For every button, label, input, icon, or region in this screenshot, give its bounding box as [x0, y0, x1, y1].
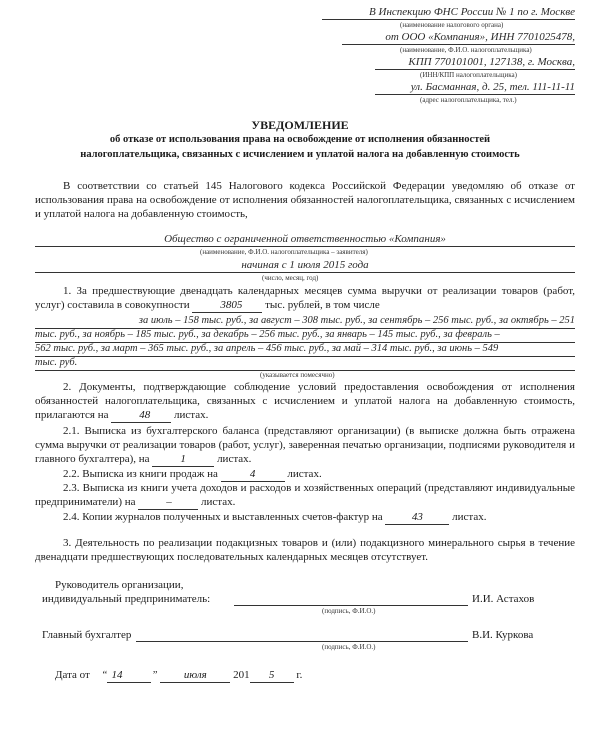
date-year-suffix: г. [296, 669, 303, 681]
excise-paragraph: 3. Деятельность по реализации подакцизных товаров и (или) подакцизного минерального сырья в течение двенадцати предшествующих последовательных календарных месяцев отсутствует. [35, 537, 575, 563]
organization-name-caption: (наименование, Ф.И.О. налогоплательщика – заявителя) [200, 248, 368, 256]
sales-book-paragraph [63, 467, 322, 482]
balance-extract-text: 2.1. Выписка из бухгалтерского баланса (представляют организации) (в выписке должна быть отражена сумма выручки от реализации товаров (работ, услуг), заверенная печатью организации, подписями руководителя и главного бухгалтера), на [35, 425, 575, 465]
head-label-line1: Руководитель организации, [55, 579, 184, 591]
date-close-quote: ” [151, 669, 158, 681]
accountant-signature-line [136, 628, 468, 642]
sales-book-sheets-word: листах. [287, 468, 322, 480]
date-row [55, 668, 302, 683]
monthly-revenue-line2: тыс. руб., за ноябрь – 185 тыс. руб., за декабрь – 256 тыс. руб., за январь – 145 тыс. руб., за февраль – [35, 328, 575, 343]
invoice-journals-paragraph [63, 510, 487, 525]
head-signature-line [234, 592, 468, 606]
income-book-text: 2.3. Выписка из книги учета доходов и расходов и хозяйственных операций (представляют индивидуальные предприниматели) на [35, 482, 575, 508]
monthly-revenue-caption: (указывается помесячно) [260, 371, 335, 379]
date-label: Дата от [55, 669, 90, 681]
sales-book-text: 2.2. Выписка из книги продаж на [63, 468, 218, 480]
addressee-line3: КПП 770101001, 127138, г. Москва, [375, 55, 575, 70]
balance-extract-sheets-word: листах. [217, 453, 252, 465]
monthly-revenue-line4: тыс. руб. [35, 356, 575, 371]
addressee-caption1: (наименование налогового органа) [400, 21, 504, 29]
documents-text: 2. Документы, подтверждающие соблюдение условий предоставления освобождения от исполнения обязанностей налогоплательщика, связанных с исчислением и уплатой налога на добавленную стоимость, прилагаются на [35, 381, 575, 421]
accountant-signature-caption: (подпись, Ф.И.О.) [322, 643, 376, 651]
date-year-digit: 5 [250, 668, 294, 683]
documents-sheets-word: листах. [174, 409, 209, 421]
document-heading: УВЕДОМЛЕНИЕ [251, 118, 349, 132]
head-signature-caption: (подпись, Ф.И.О.) [322, 607, 376, 615]
document-subtitle-line2: налогоплательщика, связанных с исчислением и уплатой налога на добавленную стоимость [80, 149, 520, 160]
date-day: 14 [107, 668, 151, 683]
revenue-text-a: 1. За предшествующие двенадцать календарных месяцев сумма выручки от реализации товаров (работ, услуг) составила в совокупности [35, 285, 575, 311]
invoice-journals-text: 2.4. Копии журналов полученных и выставленных счетов-фактур на [63, 511, 383, 523]
head-label-line2: индивидуальный предприниматель: [42, 593, 211, 605]
addressee-caption3: (ИНН/КПП налогоплательщика) [420, 71, 517, 79]
date-month: июля [160, 668, 230, 683]
invoice-journals-sheets-word: листах. [452, 511, 487, 523]
sales-book-sheets: 4 [221, 467, 285, 482]
head-name: И.И. Астахов [472, 593, 535, 605]
accountant-label: Главный бухгалтер [42, 629, 132, 641]
invoice-journals-sheets: 43 [385, 510, 449, 525]
monthly-revenue-line3: 562 тыс. руб., за март – 365 тыс. руб., за апрель – 456 тыс. руб., за май – 314 тыс. руб., за июнь – 549 [35, 342, 575, 357]
addressee-line4: ул. Басманная, д. 25, тел. 111-11-11 [375, 80, 575, 95]
date-open-quote: “ [101, 669, 108, 681]
revenue-sum: 3805 [192, 298, 262, 313]
addressee-caption2: (наименование, Ф.И.О. налогоплательщика) [400, 46, 532, 54]
revenue-paragraph [35, 284, 575, 313]
start-date-caption: (число, месяц, год) [262, 274, 319, 282]
balance-extract-paragraph [35, 424, 575, 467]
accountant-name: В.И. Куркова [472, 629, 534, 641]
addressee-line2: от ООО «Компания», ИНН 7701025478, [342, 30, 575, 45]
intro-paragraph: В соответствии со статьей 145 Налогового кодекса Российской Федерации уведомляю об отказе от использования права на освобождение от исполнения обязанностей налогоплательщика, связанных с исчислением и уплатой налога на добавленную стоимость, [35, 180, 575, 220]
balance-extract-sheets: 1 [152, 452, 214, 467]
documents-paragraph [35, 380, 575, 423]
revenue-text-b: тыс. рублей, в том числе [265, 299, 380, 311]
addressee-caption4: (адрес налогоплательщика, тел.) [420, 96, 517, 104]
income-book-paragraph [35, 481, 575, 510]
organization-name: Общество с ограниченной ответственностью «Компания» [35, 232, 575, 247]
monthly-revenue-line1: за июль – 158 тыс. руб., за август – 308 тыс. руб., за сентябрь – 256 тыс. руб., за октябрь – 251 [35, 314, 575, 329]
income-book-sheets-word: листах. [201, 496, 236, 508]
documents-sheets: 48 [111, 408, 171, 423]
addressee-line1: В Инспекцию ФНС России № 1 по г. Москве [322, 5, 575, 20]
date-year-prefix: 201 [233, 669, 250, 681]
income-book-sheets: – [138, 495, 198, 510]
start-date: начиная с 1 июля 2015 года [35, 258, 575, 273]
document-subtitle-line1: об отказе от использования права на освобождение от исполнения обязанностей [109, 134, 491, 145]
